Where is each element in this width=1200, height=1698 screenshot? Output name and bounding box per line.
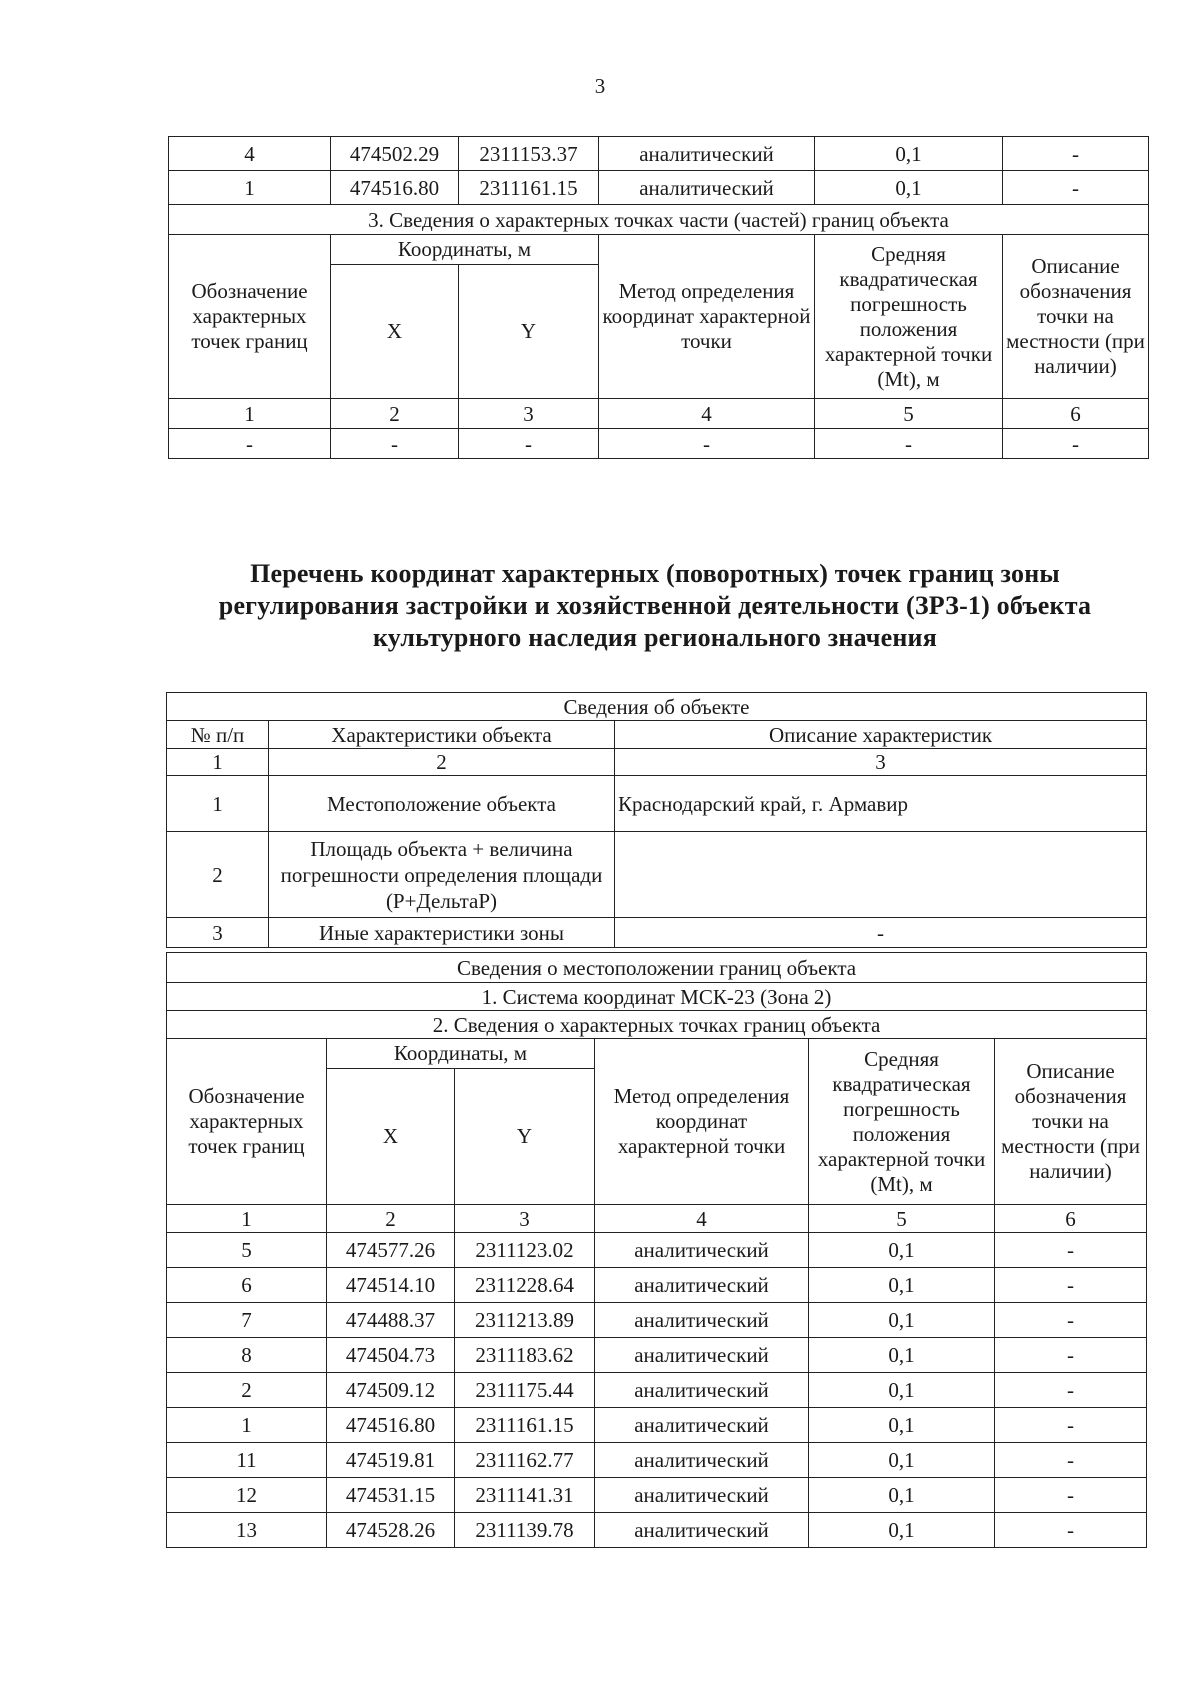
table-row <box>167 1408 1147 1443</box>
boundary-points-table <box>166 952 1147 1548</box>
mt-cell: 0,1 <box>809 1513 995 1548</box>
mt-cell: 0,1 <box>815 171 1003 205</box>
x-cell: 474516.80 <box>327 1408 455 1443</box>
empty-row <box>169 429 1149 459</box>
char-cell: Площадь объекта + величина погрешности определения площади (Р+ДельтаР) <box>269 832 615 918</box>
x-cell: 474502.29 <box>331 137 459 171</box>
table-row <box>167 1513 1147 1548</box>
header-x: X <box>327 1069 455 1205</box>
location-caption: Сведения о местоположении границ объекта <box>167 953 1147 983</box>
table-row <box>167 1443 1147 1478</box>
table-row <box>167 1338 1147 1373</box>
method-cell: аналитический <box>599 137 815 171</box>
table-row <box>167 1303 1147 1338</box>
table-row <box>167 1268 1147 1303</box>
num-cell: 2 <box>167 832 269 918</box>
desc-cell: - <box>995 1338 1147 1373</box>
desc-cell: - <box>995 1373 1147 1408</box>
table-row <box>167 776 1147 832</box>
header-num: № п/п <box>167 721 269 749</box>
col-number: 5 <box>809 1205 995 1233</box>
col-number: 5 <box>815 399 1003 429</box>
y-cell: 2311161.15 <box>455 1408 595 1443</box>
header-method: Метод определения координат характерной точки <box>599 235 815 399</box>
table-row <box>167 1373 1147 1408</box>
col-number: 6 <box>995 1205 1147 1233</box>
col-number: 1 <box>167 749 269 776</box>
point-cell: 6 <box>167 1268 327 1303</box>
num-cell: 1 <box>167 776 269 832</box>
x-cell: 474531.15 <box>327 1478 455 1513</box>
method-cell: аналитический <box>595 1233 809 1268</box>
column-numbers-row <box>169 399 1149 429</box>
col-number: 4 <box>599 399 815 429</box>
table-row <box>167 1478 1147 1513</box>
x-cell: 474516.80 <box>331 171 459 205</box>
table-row <box>167 1233 1147 1268</box>
method-cell: аналитический <box>595 1268 809 1303</box>
point-cell: 7 <box>167 1303 327 1338</box>
mt-cell: 0,1 <box>809 1338 995 1373</box>
mt-cell: 0,1 <box>809 1303 995 1338</box>
method-cell: аналитический <box>595 1373 809 1408</box>
mt-cell: 0,1 <box>815 137 1003 171</box>
num-cell: 3 <box>167 918 269 948</box>
header-coords: Координаты, м <box>327 1039 595 1069</box>
object-info-caption: Сведения об объекте <box>167 693 1147 721</box>
col-number: 1 <box>167 1205 327 1233</box>
col-number: 3 <box>455 1205 595 1233</box>
method-cell: аналитический <box>599 171 815 205</box>
col-number: 4 <box>595 1205 809 1233</box>
y-cell: 2311175.44 <box>455 1373 595 1408</box>
header-desc: Описание обозначения точки на местности (при наличии) <box>1003 235 1149 399</box>
desc-cell: - <box>1003 171 1149 205</box>
desc-cell: - <box>995 1268 1147 1303</box>
header-x: X <box>331 265 459 399</box>
point-cell: 5 <box>167 1233 327 1268</box>
coordinates-table-continuation <box>168 136 1149 459</box>
col-number: 6 <box>1003 399 1149 429</box>
x-cell: 474509.12 <box>327 1373 455 1408</box>
method-cell: аналитический <box>595 1443 809 1478</box>
y-cell: 2311228.64 <box>455 1268 595 1303</box>
empty-cell: - <box>815 429 1003 459</box>
y-cell: 2311213.89 <box>455 1303 595 1338</box>
header-desc: Описание характеристик <box>615 721 1147 749</box>
header-y: Y <box>459 265 599 399</box>
mt-cell: 0,1 <box>809 1478 995 1513</box>
col-number: 2 <box>327 1205 455 1233</box>
desc-cell: - <box>995 1408 1147 1443</box>
desc-cell: - <box>995 1303 1147 1338</box>
method-cell: аналитический <box>595 1338 809 1373</box>
point-cell: 13 <box>167 1513 327 1548</box>
header-designation: Обозначение характерных точек границ <box>167 1039 327 1205</box>
method-cell: аналитический <box>595 1513 809 1548</box>
empty-cell: - <box>1003 429 1149 459</box>
point-cell: 12 <box>167 1478 327 1513</box>
mt-cell: 0,1 <box>809 1233 995 1268</box>
x-cell: 474504.73 <box>327 1338 455 1373</box>
empty-cell: - <box>459 429 599 459</box>
points-body <box>167 1233 1147 1548</box>
table-row <box>167 832 1147 918</box>
table-row <box>169 137 1149 171</box>
point-cell: 2 <box>167 1373 327 1408</box>
y-cell: 2311139.78 <box>455 1513 595 1548</box>
x-cell: 474577.26 <box>327 1233 455 1268</box>
y-cell: 2311162.77 <box>455 1443 595 1478</box>
point-cell: 11 <box>167 1443 327 1478</box>
x-cell: 474528.26 <box>327 1513 455 1548</box>
empty-cell: - <box>331 429 459 459</box>
header-coords: Координаты, м <box>331 235 599 265</box>
header-method: Метод определения координат характерной точки <box>595 1039 809 1205</box>
point-cell: 4 <box>169 137 331 171</box>
col-number: 3 <box>615 749 1147 776</box>
desc-cell <box>615 832 1147 918</box>
desc-cell: - <box>995 1513 1147 1548</box>
desc-cell: - <box>995 1478 1147 1513</box>
coordinate-system-caption: 1. Система координат МСК-23 (Зона 2) <box>167 983 1147 1011</box>
char-cell: Местоположение объекта <box>269 776 615 832</box>
table-row <box>167 918 1147 948</box>
y-cell: 2311123.02 <box>455 1233 595 1268</box>
mt-cell: 0,1 <box>809 1268 995 1303</box>
method-cell: аналитический <box>595 1408 809 1443</box>
column-numbers-row <box>167 1205 1147 1233</box>
desc-cell: - <box>1003 137 1149 171</box>
col-number: 2 <box>269 749 615 776</box>
point-cell: 1 <box>167 1408 327 1443</box>
table-row <box>169 171 1149 205</box>
method-cell: аналитический <box>595 1478 809 1513</box>
mt-cell: 0,1 <box>809 1408 995 1443</box>
point-cell: 8 <box>167 1338 327 1373</box>
header-designation: Обозначение характерных точек границ <box>169 235 331 399</box>
header-mt: Средняя квадратическая погрешность положения характерной точки (Mt), м <box>815 235 1003 399</box>
col-number: 1 <box>169 399 331 429</box>
empty-cell: - <box>169 429 331 459</box>
col-number: 2 <box>331 399 459 429</box>
points-caption: 2. Сведения о характерных точках границ объекта <box>167 1011 1147 1039</box>
header-desc: Описание обозначения точки на местности (при наличии) <box>995 1039 1147 1205</box>
y-cell: 2311161.15 <box>459 171 599 205</box>
desc-cell: - <box>615 918 1147 948</box>
char-cell: Иные характеристики зоны <box>269 918 615 948</box>
mt-cell: 0,1 <box>809 1443 995 1478</box>
empty-cell: - <box>599 429 815 459</box>
document-title: Перечень координат характерных (поворотных) точек границ зоны регулирования застройки и хозяйственной деятельности (ЗРЗ-1) объекта культурного наследия регионального значения <box>218 559 1092 652</box>
point-cell: 1 <box>169 171 331 205</box>
header-char: Характеристики объекта <box>269 721 615 749</box>
desc-cell: - <box>995 1443 1147 1478</box>
desc-cell: - <box>995 1233 1147 1268</box>
header-mt: Средняя квадратическая погрешность положения характерной точки (Mt), м <box>809 1039 995 1205</box>
desc-cell: Краснодарский край, г. Армавир <box>615 776 1147 832</box>
mt-cell: 0,1 <box>809 1373 995 1408</box>
page-number: 3 <box>594 74 606 98</box>
col-number: 3 <box>459 399 599 429</box>
x-cell: 474514.10 <box>327 1268 455 1303</box>
header-y: Y <box>455 1069 595 1205</box>
y-cell: 2311183.62 <box>455 1338 595 1373</box>
y-cell: 2311141.31 <box>455 1478 595 1513</box>
section-title: 3. Сведения о характерных точках части (частей) границ объекта <box>169 205 1149 235</box>
x-cell: 474488.37 <box>327 1303 455 1338</box>
object-info-table <box>166 692 1147 948</box>
y-cell: 2311153.37 <box>459 137 599 171</box>
method-cell: аналитический <box>595 1303 809 1338</box>
x-cell: 474519.81 <box>327 1443 455 1478</box>
